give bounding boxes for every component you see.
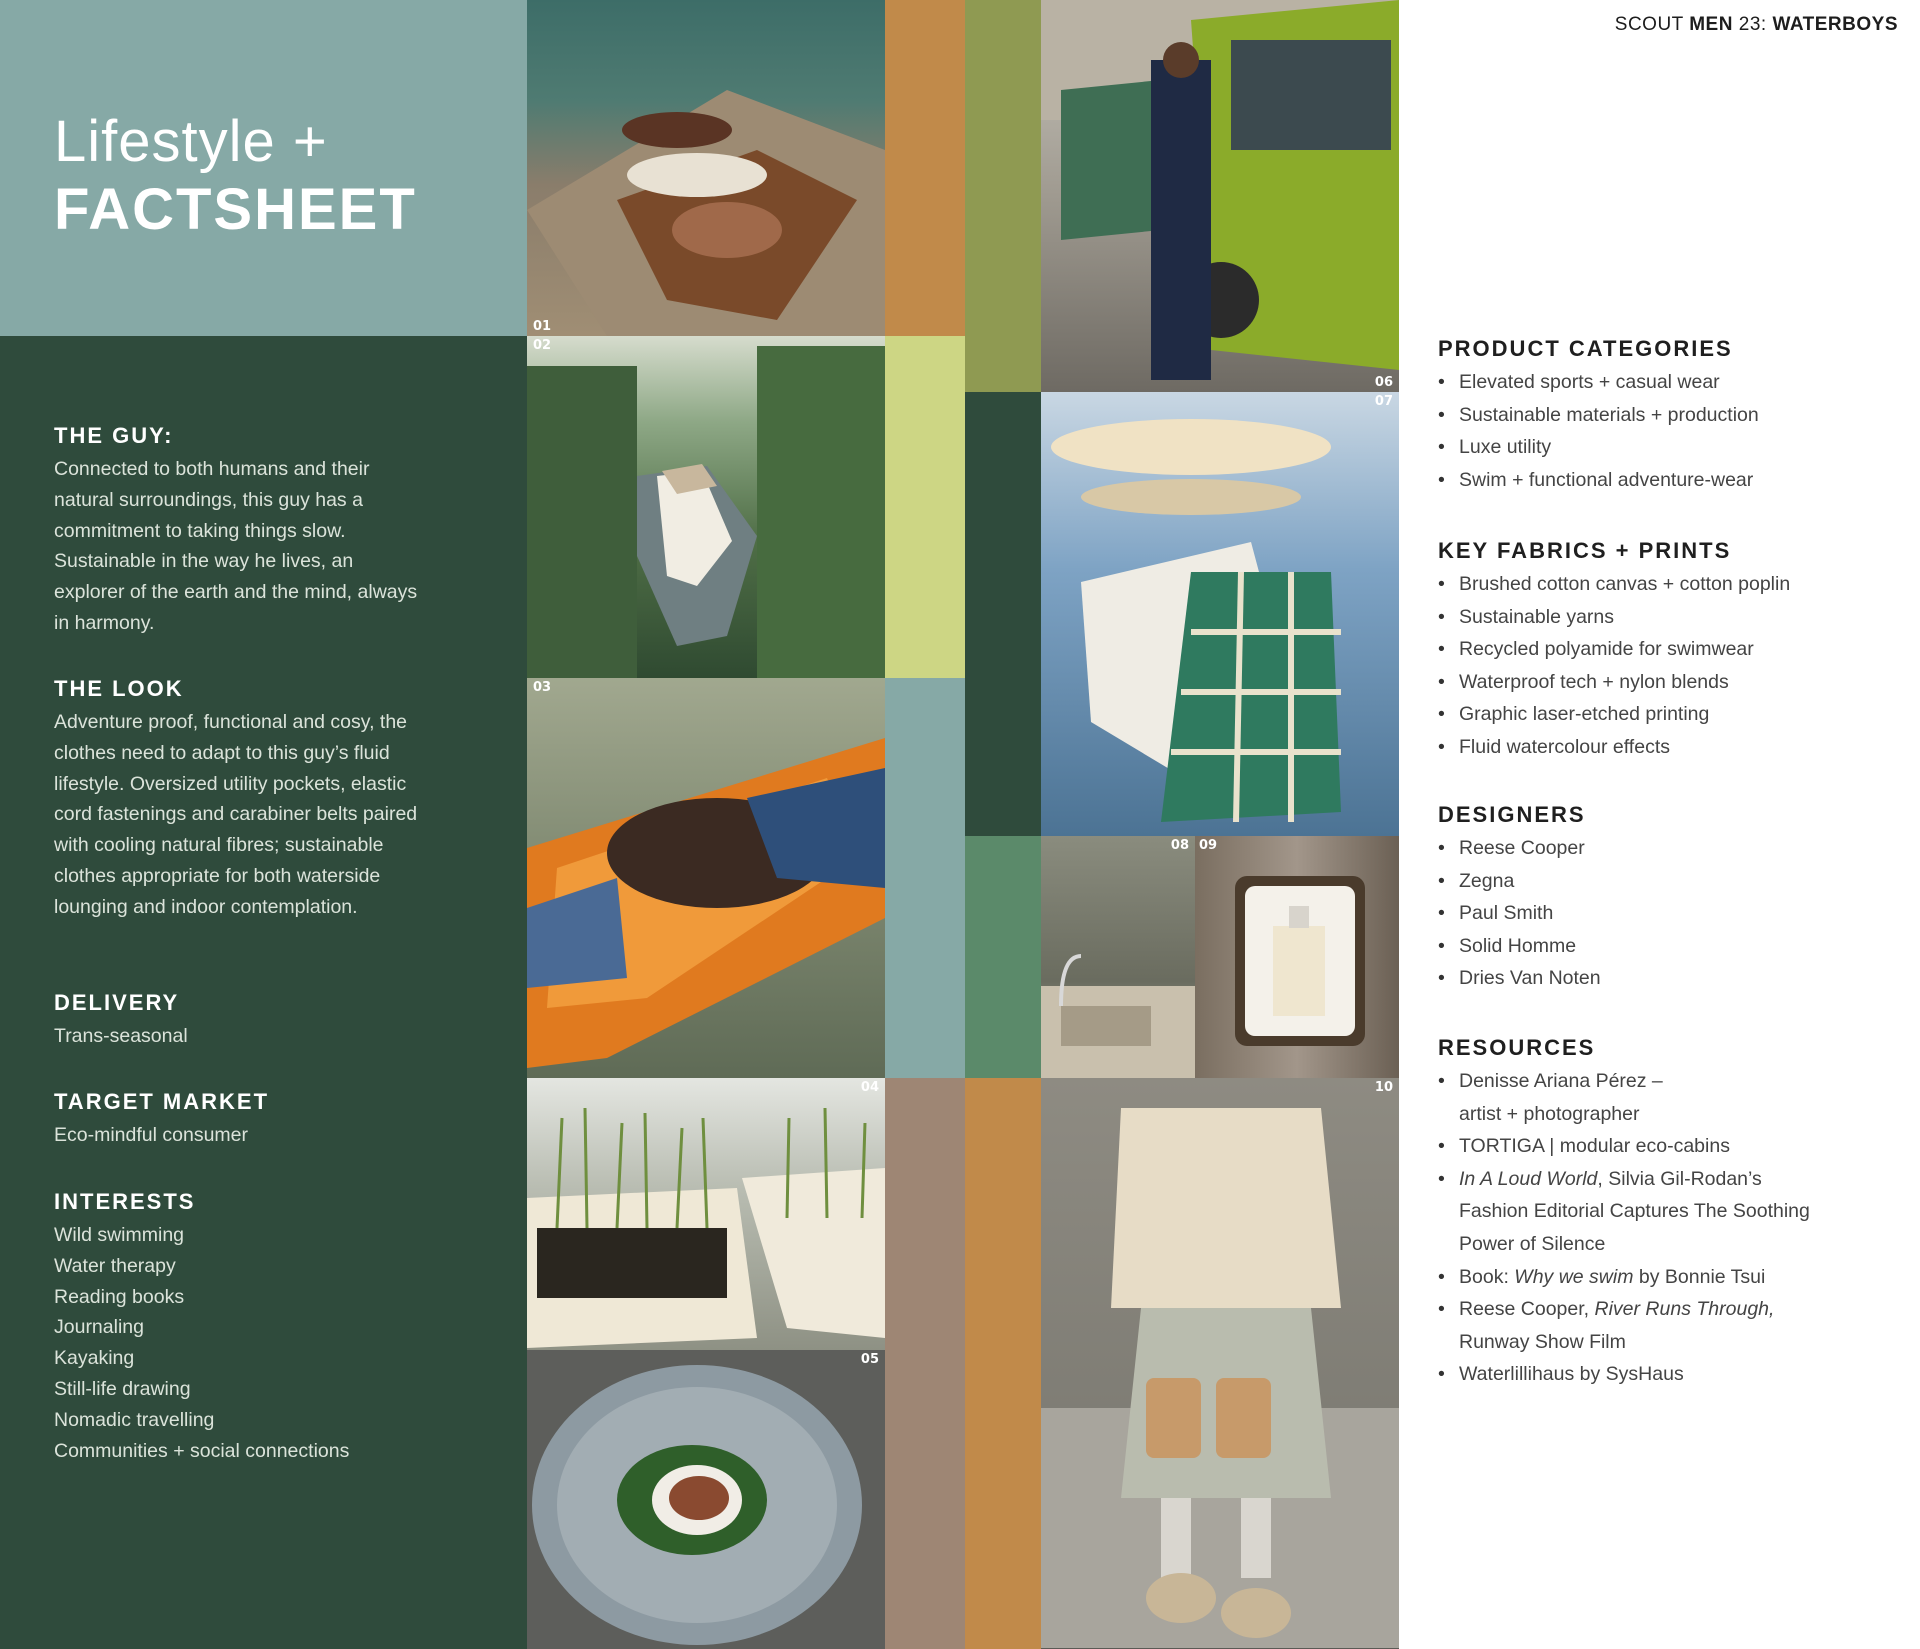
list-item: Wild swimming: [54, 1224, 185, 1246]
color-strip-teal: [885, 678, 965, 1078]
color-strip-green: [965, 836, 1041, 1078]
bottle-illustration: [1195, 836, 1399, 1078]
photo-bathroom-sink: [1041, 836, 1195, 1078]
photo-plate-of-food: [527, 1350, 885, 1649]
section-heading: RESOURCES: [1438, 1035, 1596, 1060]
list-item: • Reese Cooper: [1438, 832, 1898, 865]
resource-text: Reese Cooper,: [1459, 1298, 1595, 1321]
resource-line: Runway Show Film: [1459, 1330, 1626, 1353]
photo-man-on-kayak: [527, 678, 885, 1078]
photo-bottle-in-wood: [1195, 836, 1399, 1078]
section-heading: DESIGNERS: [1438, 802, 1586, 827]
section-heading: KEY FABRICS + PRINTS: [1438, 538, 1732, 563]
photo-houseboat-in-reeds: [527, 336, 885, 678]
section-designers: [1438, 802, 1898, 995]
photo-shirt-on-chair: [1041, 392, 1399, 836]
outfit-illustration: [1041, 1078, 1399, 1649]
magazine-header: [1615, 14, 1898, 36]
list-item: Nomadic travelling: [54, 1408, 215, 1431]
section-interests: [54, 1189, 454, 1466]
resource-text: Book:: [1459, 1265, 1515, 1288]
section-body: Connected to both humans and their natural surroundings, this guy has a commitment to taking things slow. Sustainable in the way he lives, an explorer of the earth and the mind, always in harmony.: [54, 458, 418, 634]
resource-line: Power of Silence: [1459, 1232, 1606, 1255]
list-item: • Waterproof tech + nylon blends: [1438, 666, 1898, 699]
resource-italic: River Runs Through,: [1594, 1298, 1775, 1321]
section-heading: DELIVERY: [54, 990, 180, 1015]
photo-man-with-van: [1041, 0, 1399, 392]
section-target-market: [54, 1089, 454, 1151]
designers-list: [1438, 832, 1898, 995]
resource-text: by Bonnie Tsui: [1633, 1265, 1766, 1288]
resource-line: • Denisse Ariana Pérez –: [1459, 1070, 1663, 1092]
seedlings-illustration: [527, 1078, 885, 1350]
list-item: • Zegna: [1438, 865, 1898, 898]
interests-list: [54, 1220, 454, 1466]
photo-man-in-utility-shorts: [1041, 1078, 1399, 1649]
photo-number: 09: [1199, 838, 1218, 853]
resource-line: Fashion Editorial Captures The Soothing: [1459, 1200, 1810, 1223]
list-item: • Waterlillihaus by SysHaus: [1438, 1358, 1898, 1391]
header-men: MEN: [1689, 14, 1733, 35]
list-item: Journaling: [54, 1316, 144, 1339]
list-item: Communities + social connections: [54, 1439, 350, 1462]
list-item: • Elevated sports + casual wear: [1438, 366, 1898, 399]
color-strip-orange: [885, 0, 965, 336]
list-item: [1438, 1163, 1898, 1261]
kayak-illustration: [527, 678, 885, 1078]
section-product-categories: [1438, 336, 1898, 496]
resources-list: [1438, 1065, 1898, 1391]
section-delivery: [54, 990, 454, 1052]
color-strip-orange-2: [965, 1078, 1041, 1649]
section-heading: PRODUCT CATEGORIES: [1438, 336, 1733, 361]
list-item: • Dries Van Noten: [1438, 962, 1898, 995]
dock-illustration: [527, 0, 885, 336]
section-the-guy: [54, 423, 454, 639]
photo-number: 04: [860, 1080, 879, 1095]
title-line2: FACTSHEET: [54, 177, 417, 242]
list-item: • Fluid watercolour effects: [1438, 731, 1898, 764]
photo-number: 05: [860, 1352, 879, 1367]
resource-italic: Why we swim: [1514, 1265, 1634, 1288]
header-issue: 23:: [1738, 14, 1767, 35]
color-strip-olive: [965, 0, 1041, 392]
photo-number: 06: [1374, 375, 1393, 390]
section-key-fabrics: [1438, 538, 1898, 764]
photo-number: 08: [1170, 838, 1189, 853]
photo-number: 10: [1374, 1080, 1393, 1095]
list-item: • Swim + functional adventure-wear: [1438, 464, 1898, 497]
header-waterboys: WATERBOYS: [1772, 14, 1898, 35]
header-scout: SCOUT: [1614, 14, 1684, 35]
list-item: • Sustainable yarns: [1438, 601, 1898, 634]
list-item: • Graphic laser-etched printing: [1438, 698, 1898, 731]
section-heading: THE LOOK: [54, 676, 184, 701]
list-item: Still-life drawing: [54, 1377, 191, 1400]
section-body: Eco-mindful consumer: [54, 1124, 248, 1146]
list-item: [1438, 1261, 1898, 1294]
section-the-look: [54, 676, 454, 923]
resource-line: artist + photographer: [1459, 1102, 1640, 1125]
color-strip-brown: [885, 1078, 965, 1649]
sink-illustration: [1041, 836, 1195, 1078]
section-heading: THE GUY:: [54, 423, 174, 448]
list-item: • Solid Homme: [1438, 930, 1898, 963]
color-strip-dark-green: [965, 392, 1041, 836]
chair-illustration: [1041, 392, 1399, 836]
photo-number: 01: [533, 319, 552, 334]
photo-number: 03: [533, 680, 552, 695]
section-resources: [1438, 1035, 1898, 1391]
photo-sunbathers-on-dock: [527, 0, 885, 336]
list-item: [1438, 1065, 1898, 1130]
photo-number: 02: [533, 338, 552, 353]
product-list: [1438, 366, 1898, 496]
list-item: • TORTIGA | modular eco-cabins: [1438, 1130, 1898, 1163]
list-item: Kayaking: [54, 1347, 135, 1370]
list-item: [1438, 1293, 1898, 1358]
section-heading: INTERESTS: [54, 1189, 196, 1214]
list-item: • Recycled polyamide for swimwear: [1438, 633, 1898, 666]
list-item: • Luxe utility: [1438, 431, 1898, 464]
section-body: Trans-seasonal: [54, 1025, 188, 1047]
van-illustration: [1041, 0, 1399, 392]
houseboat-illustration: [527, 336, 885, 678]
list-item: • Paul Smith: [1438, 897, 1898, 930]
list-item: Reading books: [54, 1285, 185, 1308]
list-item: • Sustainable materials + production: [1438, 399, 1898, 432]
color-strip-lime: [885, 336, 965, 678]
list-item: • Brushed cotton canvas + cotton poplin: [1438, 568, 1898, 601]
section-heading: TARGET MARKET: [54, 1089, 270, 1114]
fabrics-list: [1438, 568, 1898, 764]
resource-text: , Silvia Gil-Rodan’s: [1597, 1167, 1762, 1190]
list-item: Water therapy: [54, 1254, 176, 1277]
photo-number: 07: [1374, 394, 1393, 409]
resource-italic: In A Loud World: [1459, 1167, 1598, 1190]
section-body: Adventure proof, functional and cosy, the clothes need to adapt to this guy’s fluid lifestyle. Oversized utility pockets, elastic cord fastenings and carabiner belts paired with cooling natural fibres; sustainable clothes appropriate for both waterside lounging and indoor contemplation.: [54, 711, 418, 918]
photo-plant-seedlings: [527, 1078, 885, 1350]
title-line1: Lifestyle +: [54, 109, 328, 174]
plate-illustration: [527, 1350, 885, 1649]
